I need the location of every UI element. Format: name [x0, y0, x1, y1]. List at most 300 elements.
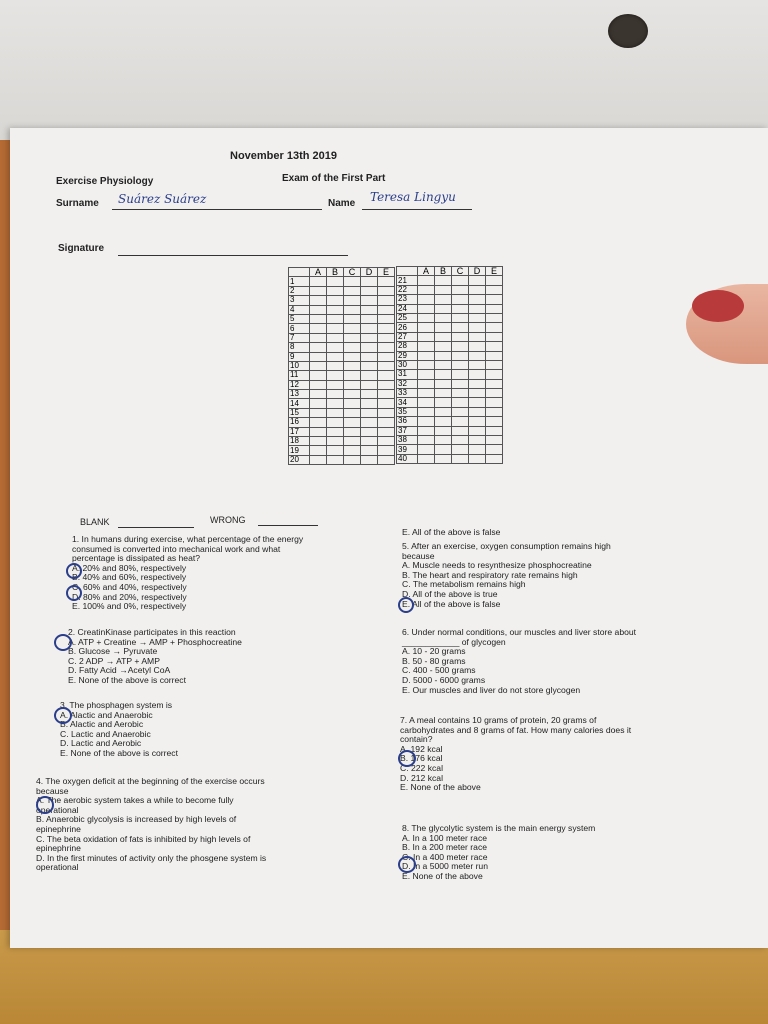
grid-row-number: 33: [397, 389, 418, 398]
answer-cell[interactable]: [310, 455, 327, 464]
grid-column-header: D: [469, 267, 486, 276]
answer-option: D. 5000 - 6000 grams: [402, 674, 486, 685]
answer-cell[interactable]: [435, 426, 452, 435]
answer-cell[interactable]: [452, 342, 469, 351]
answer-cell[interactable]: [378, 455, 395, 464]
answer-cell[interactable]: [435, 454, 452, 463]
answer-cell[interactable]: [418, 276, 435, 285]
answer-cell[interactable]: [378, 333, 395, 342]
answer-cell[interactable]: [344, 446, 361, 455]
answer-cell[interactable]: [378, 305, 395, 314]
answer-cell[interactable]: [418, 342, 435, 351]
answer-cell[interactable]: [378, 380, 395, 389]
answer-cell[interactable]: [469, 454, 486, 463]
answer-cell[interactable]: [378, 352, 395, 361]
answer-option: operational: [36, 862, 79, 873]
question-stem: 6. Under normal conditions, our muscles and liver store about: [402, 627, 637, 637]
answer-cell[interactable]: [418, 454, 435, 463]
answer-cell[interactable]: [361, 296, 378, 305]
answer-cell[interactable]: [327, 380, 344, 389]
grid-row-number: 20: [289, 455, 310, 464]
answer-cell[interactable]: [378, 437, 395, 446]
grid-column-header: E: [486, 267, 503, 276]
answer-cell[interactable]: [469, 360, 486, 369]
answer-cell[interactable]: [327, 324, 344, 333]
answer-cell[interactable]: [452, 351, 469, 360]
question-stem: because: [402, 550, 435, 561]
answer-cell[interactable]: [378, 408, 395, 417]
answer-cell[interactable]: [344, 324, 361, 333]
answer-cell[interactable]: [327, 427, 344, 436]
question-stem: 3. The phosphagen system is: [60, 700, 173, 710]
grid-column-header: A: [310, 268, 327, 277]
grid-corner: [289, 268, 310, 277]
answer-cell[interactable]: [469, 351, 486, 360]
answer-cell[interactable]: [310, 399, 327, 408]
answer-cell[interactable]: [418, 398, 435, 407]
answer-cell[interactable]: [469, 323, 486, 332]
grid-row-number: 3: [289, 296, 310, 305]
answer-cell[interactable]: [327, 333, 344, 342]
answer-cell[interactable]: [310, 277, 327, 286]
question-4-option-e: [402, 528, 500, 538]
answer-cell[interactable]: [378, 418, 395, 427]
grid-row-number: 28: [397, 342, 418, 351]
answer-cell[interactable]: [418, 370, 435, 379]
answer-cell[interactable]: [361, 418, 378, 427]
grid-row-number: 32: [397, 379, 418, 388]
answer-cell[interactable]: [435, 285, 452, 294]
answer-grid-right: [396, 266, 503, 464]
answer-cell[interactable]: [310, 418, 327, 427]
answer-cell[interactable]: [344, 408, 361, 417]
answer-cell[interactable]: [378, 390, 395, 399]
answer-cell[interactable]: [486, 426, 503, 435]
answer-cell[interactable]: [327, 455, 344, 464]
answer-cell[interactable]: [469, 295, 486, 304]
answer-cell[interactable]: [452, 370, 469, 379]
grid-row-number: 22: [397, 285, 418, 294]
answer-cell[interactable]: [435, 407, 452, 416]
answer-cell[interactable]: [361, 437, 378, 446]
answer-cell[interactable]: [486, 417, 503, 426]
answer-cell[interactable]: [361, 371, 378, 380]
answer-option: E. 100% and 0%, respectively: [72, 601, 187, 612]
fingernail: [692, 290, 744, 322]
answer-cell[interactable]: [327, 305, 344, 314]
grid-row-number: 13: [289, 390, 310, 399]
answer-cell[interactable]: [486, 360, 503, 369]
question-3: [60, 701, 178, 759]
answer-cell[interactable]: [435, 276, 452, 285]
answer-cell[interactable]: [486, 313, 503, 322]
answer-cell[interactable]: [452, 426, 469, 435]
answer-cell[interactable]: [469, 417, 486, 426]
answer-option: C. 400 - 500 grams: [402, 665, 476, 676]
grid-row-number: 4: [289, 305, 310, 314]
answer-option: A. Muscle needs to resynthesize phosphocreatine: [402, 560, 592, 571]
answer-cell[interactable]: [418, 323, 435, 332]
answer-cell[interactable]: [486, 389, 503, 398]
answer-cell[interactable]: [435, 332, 452, 341]
grid-row-number: 31: [397, 370, 418, 379]
answer-option: E. All of the above is false: [402, 527, 501, 537]
signature-label: Signature: [58, 243, 105, 254]
grid-row-number: 15: [289, 408, 310, 417]
answer-cell[interactable]: [344, 399, 361, 408]
answer-cell[interactable]: [469, 407, 486, 416]
answer-cell[interactable]: [435, 436, 452, 445]
answer-option: A. The aerobic system takes a while to become fully: [36, 795, 234, 806]
question-stem: 8. The glycolytic system is the main energy system: [402, 823, 596, 833]
question-stem: contain?: [400, 734, 433, 745]
answer-cell[interactable]: [486, 304, 503, 313]
answer-cell[interactable]: [486, 276, 503, 285]
answer-cell[interactable]: [344, 361, 361, 370]
grid-column-header: D: [361, 268, 378, 277]
answer-cell[interactable]: [469, 304, 486, 313]
answer-cell[interactable]: [469, 285, 486, 294]
answer-cell[interactable]: [486, 445, 503, 454]
answer-cell[interactable]: [310, 333, 327, 342]
answer-cell[interactable]: [327, 371, 344, 380]
answer-cell[interactable]: [418, 389, 435, 398]
answer-cell[interactable]: [361, 380, 378, 389]
answer-cell[interactable]: [452, 276, 469, 285]
answer-option: C. 222 kcal: [400, 762, 443, 773]
answer-cell[interactable]: [344, 455, 361, 464]
answer-option: C. The metabolism remains high: [402, 579, 526, 590]
answer-cell[interactable]: [452, 295, 469, 304]
grid-row-number: 39: [397, 445, 418, 454]
answer-cell[interactable]: [361, 390, 378, 399]
answer-cell[interactable]: [418, 426, 435, 435]
answer-cell[interactable]: [418, 445, 435, 454]
answer-cell[interactable]: [486, 407, 503, 416]
answer-cell[interactable]: [435, 389, 452, 398]
answer-cell[interactable]: [418, 285, 435, 294]
answer-cell[interactable]: [361, 314, 378, 323]
answer-cell[interactable]: [310, 352, 327, 361]
grid-row-number: 29: [397, 351, 418, 360]
answer-cell[interactable]: [486, 285, 503, 294]
answer-option: E. None of the above: [400, 782, 481, 793]
answer-cell[interactable]: [327, 296, 344, 305]
question-4: [36, 777, 266, 873]
answer-cell[interactable]: [310, 305, 327, 314]
answer-cell[interactable]: [435, 304, 452, 313]
answer-circle-q5: [398, 597, 414, 613]
answer-cell[interactable]: [361, 333, 378, 342]
answer-cell[interactable]: [452, 313, 469, 322]
grid-row-number: 38: [397, 436, 418, 445]
answer-cell[interactable]: [344, 371, 361, 380]
course-title: Exercise Physiology: [56, 176, 154, 187]
answer-cell[interactable]: [344, 427, 361, 436]
question-stem: 7. A meal contains 10 grams of protein, 20 grams of: [400, 715, 597, 725]
answer-cell[interactable]: [486, 332, 503, 341]
answer-cell[interactable]: [344, 390, 361, 399]
answer-cell[interactable]: [310, 408, 327, 417]
answer-cell[interactable]: [361, 343, 378, 352]
answer-option: D. 80% and 20%, respectively: [72, 591, 187, 602]
answer-cell[interactable]: [452, 436, 469, 445]
answer-cell[interactable]: [327, 408, 344, 417]
answer-cell[interactable]: [469, 389, 486, 398]
answer-cell[interactable]: [452, 407, 469, 416]
answer-cell[interactable]: [344, 286, 361, 295]
answer-cell[interactable]: [469, 313, 486, 322]
surname-line: [112, 208, 322, 210]
answer-option: E. Our muscles and liver do not store glycogen: [402, 684, 581, 695]
answer-cell[interactable]: [310, 446, 327, 455]
answer-cell[interactable]: [469, 426, 486, 435]
answer-cell[interactable]: [361, 305, 378, 314]
answer-option: B. 50 - 80 grams: [402, 655, 466, 666]
grid-row-number: 30: [397, 360, 418, 369]
answer-cell[interactable]: [435, 323, 452, 332]
answer-option: operational: [36, 804, 79, 815]
answer-circle-q1: [66, 563, 82, 579]
grid-row-number: 8: [289, 343, 310, 352]
answer-cell[interactable]: [378, 446, 395, 455]
answer-cell[interactable]: [469, 436, 486, 445]
answer-cell[interactable]: [361, 324, 378, 333]
answer-cell[interactable]: [327, 446, 344, 455]
answer-cell[interactable]: [469, 276, 486, 285]
answer-option: B. 40% and 60%, respectively: [72, 572, 187, 583]
answer-cell[interactable]: [310, 324, 327, 333]
answer-circle-q8: [398, 856, 416, 873]
answer-cell[interactable]: [361, 408, 378, 417]
answer-cell[interactable]: [361, 286, 378, 295]
answer-cell[interactable]: [310, 343, 327, 352]
answer-cell[interactable]: [344, 333, 361, 342]
grid-row-number: 10: [289, 361, 310, 370]
answer-cell[interactable]: [486, 436, 503, 445]
name-line: [362, 208, 472, 210]
answer-cell[interactable]: [327, 314, 344, 323]
grid-row-number: 5: [289, 314, 310, 323]
answer-cell[interactable]: [486, 295, 503, 304]
answer-cell[interactable]: [310, 427, 327, 436]
answer-cell[interactable]: [327, 418, 344, 427]
answer-cell[interactable]: [452, 323, 469, 332]
answer-cell[interactable]: [435, 313, 452, 322]
surname-label: Surname: [56, 198, 99, 209]
grid-row-number: 37: [397, 426, 418, 435]
answer-cell[interactable]: [452, 398, 469, 407]
answer-cell[interactable]: [378, 324, 395, 333]
question-stem: 2. CreatinKinase participates in this reaction: [68, 627, 236, 637]
question-7: [400, 716, 631, 793]
wrong-line: [258, 524, 318, 526]
answer-cell[interactable]: [327, 343, 344, 352]
answer-cell[interactable]: [344, 277, 361, 286]
answer-cell[interactable]: [435, 370, 452, 379]
answer-cell[interactable]: [344, 418, 361, 427]
answer-cell[interactable]: [452, 454, 469, 463]
answer-cell[interactable]: [310, 314, 327, 323]
name-value: Teresa Lingyu: [370, 190, 456, 204]
answer-cell[interactable]: [378, 296, 395, 305]
answer-cell[interactable]: [361, 361, 378, 370]
question-8: [402, 824, 595, 882]
grid-column-header: E: [378, 268, 395, 277]
question-stem: because: [36, 785, 69, 796]
answer-cell[interactable]: [469, 398, 486, 407]
answer-cell[interactable]: [344, 343, 361, 352]
answer-cell[interactable]: [327, 286, 344, 295]
answer-cell[interactable]: [435, 342, 452, 351]
answer-cell[interactable]: [435, 417, 452, 426]
answer-cell[interactable]: [469, 445, 486, 454]
answer-option: E. All of the above is false: [402, 598, 501, 609]
grid-row-number: 40: [397, 454, 418, 463]
answer-cell[interactable]: [361, 277, 378, 286]
answer-option: D. In the first minutes of activity only the phosgene system is: [36, 852, 267, 863]
answer-cell[interactable]: [435, 379, 452, 388]
grid-row-number: 14: [289, 399, 310, 408]
answer-cell[interactable]: [310, 296, 327, 305]
grid-row-number: 36: [397, 417, 418, 426]
grid-row-number: 27: [397, 332, 418, 341]
answer-cell[interactable]: [418, 332, 435, 341]
answer-cell[interactable]: [361, 399, 378, 408]
answer-cell[interactable]: [310, 390, 327, 399]
question-6: [402, 628, 636, 695]
answer-cell[interactable]: [378, 371, 395, 380]
blank-label: BLANK: [80, 517, 110, 527]
answer-cell[interactable]: [452, 389, 469, 398]
answer-circle-q3: [54, 707, 72, 724]
question-stem: ____________ of glycogen: [402, 636, 506, 647]
answer-cell[interactable]: [310, 286, 327, 295]
answer-cell[interactable]: [486, 351, 503, 360]
answer-cell[interactable]: [486, 342, 503, 351]
answer-cell[interactable]: [486, 454, 503, 463]
answer-option: B. In a 200 meter race: [402, 842, 488, 853]
answer-cell[interactable]: [452, 332, 469, 341]
answer-option: D. 212 kcal: [400, 772, 443, 783]
answer-cell[interactable]: [486, 323, 503, 332]
answer-cell[interactable]: [452, 360, 469, 369]
answer-circle-q7: [398, 750, 416, 767]
answer-cell[interactable]: [469, 342, 486, 351]
answer-cell[interactable]: [361, 455, 378, 464]
answer-cell[interactable]: [327, 352, 344, 361]
grid-row-number: 2: [289, 286, 310, 295]
answer-cell[interactable]: [435, 445, 452, 454]
answer-cell[interactable]: [486, 379, 503, 388]
grid-corner: [397, 267, 418, 276]
answer-cell[interactable]: [344, 380, 361, 389]
answer-cell[interactable]: [418, 417, 435, 426]
answer-cell[interactable]: [418, 351, 435, 360]
answer-cell[interactable]: [327, 399, 344, 408]
answer-option: E. None of the above is correct: [60, 747, 178, 758]
grid-row-number: 34: [397, 398, 418, 407]
answer-cell[interactable]: [435, 295, 452, 304]
exam-date: November 13th 2019: [230, 150, 337, 162]
answer-cell[interactable]: [344, 296, 361, 305]
answer-cell[interactable]: [418, 379, 435, 388]
answer-cell[interactable]: [452, 379, 469, 388]
answer-cell[interactable]: [435, 398, 452, 407]
answer-cell[interactable]: [378, 343, 395, 352]
answer-cell[interactable]: [378, 361, 395, 370]
answer-circle-q1-c: [66, 585, 82, 601]
answer-cell[interactable]: [418, 360, 435, 369]
answer-cell[interactable]: [469, 370, 486, 379]
answer-option: E. None of the above: [402, 870, 483, 881]
answer-cell[interactable]: [378, 314, 395, 323]
answer-cell[interactable]: [378, 399, 395, 408]
answer-option: B. The heart and respiratory rate remains high: [402, 569, 578, 580]
answer-cell[interactable]: [418, 304, 435, 313]
answer-cell[interactable]: [469, 332, 486, 341]
question-stem: 1. In humans during exercise, what percentage of the energy: [72, 534, 304, 544]
answer-grid-left: [288, 267, 395, 465]
answer-cell[interactable]: [361, 446, 378, 455]
answer-cell[interactable]: [327, 437, 344, 446]
answer-cell[interactable]: [344, 314, 361, 323]
answer-option: C. 60% and 40%, respectively: [72, 581, 187, 592]
answer-cell[interactable]: [344, 352, 361, 361]
answer-cell[interactable]: [344, 437, 361, 446]
answer-cell[interactable]: [327, 277, 344, 286]
answer-option: D. Lactic and Aerobic: [60, 738, 142, 749]
grid-row-number: 23: [397, 295, 418, 304]
answer-cell[interactable]: [435, 351, 452, 360]
answer-cell[interactable]: [469, 379, 486, 388]
question-stem: percentage is dissipated as heat?: [72, 553, 201, 564]
answer-cell[interactable]: [452, 285, 469, 294]
grid-row-number: 16: [289, 418, 310, 427]
answer-cell[interactable]: [310, 361, 327, 370]
answer-option: B. Anaerobic glycolysis is increased by high levels of: [36, 814, 237, 825]
answer-cell[interactable]: [486, 398, 503, 407]
answer-cell[interactable]: [361, 352, 378, 361]
answer-cell[interactable]: [310, 371, 327, 380]
answer-cell[interactable]: [418, 295, 435, 304]
answer-option: C. In a 400 meter race: [402, 851, 488, 862]
answer-cell[interactable]: [310, 437, 327, 446]
answer-cell[interactable]: [486, 370, 503, 379]
answer-cell[interactable]: [361, 427, 378, 436]
answer-cell[interactable]: [452, 445, 469, 454]
answer-cell[interactable]: [310, 380, 327, 389]
grid-row-number: 11: [289, 371, 310, 380]
answer-cell[interactable]: [327, 390, 344, 399]
answer-cell[interactable]: [418, 407, 435, 416]
answer-cell[interactable]: [418, 436, 435, 445]
answer-cell[interactable]: [452, 417, 469, 426]
grid-row-number: 24: [397, 304, 418, 313]
answer-option: C. Lactic and Anaerobic: [60, 728, 151, 739]
answer-option: B. 176 kcal: [400, 753, 443, 764]
answer-cell[interactable]: [378, 277, 395, 286]
answer-cell[interactable]: [378, 427, 395, 436]
answer-cell[interactable]: [378, 286, 395, 295]
answer-cell[interactable]: [452, 304, 469, 313]
answer-circle-q4: [36, 796, 54, 814]
answer-option: C. 2 ADP → ATP + AMP: [68, 655, 160, 666]
answer-cell[interactable]: [344, 305, 361, 314]
answer-cell[interactable]: [418, 313, 435, 322]
answer-cell[interactable]: [435, 360, 452, 369]
answer-cell[interactable]: [327, 361, 344, 370]
